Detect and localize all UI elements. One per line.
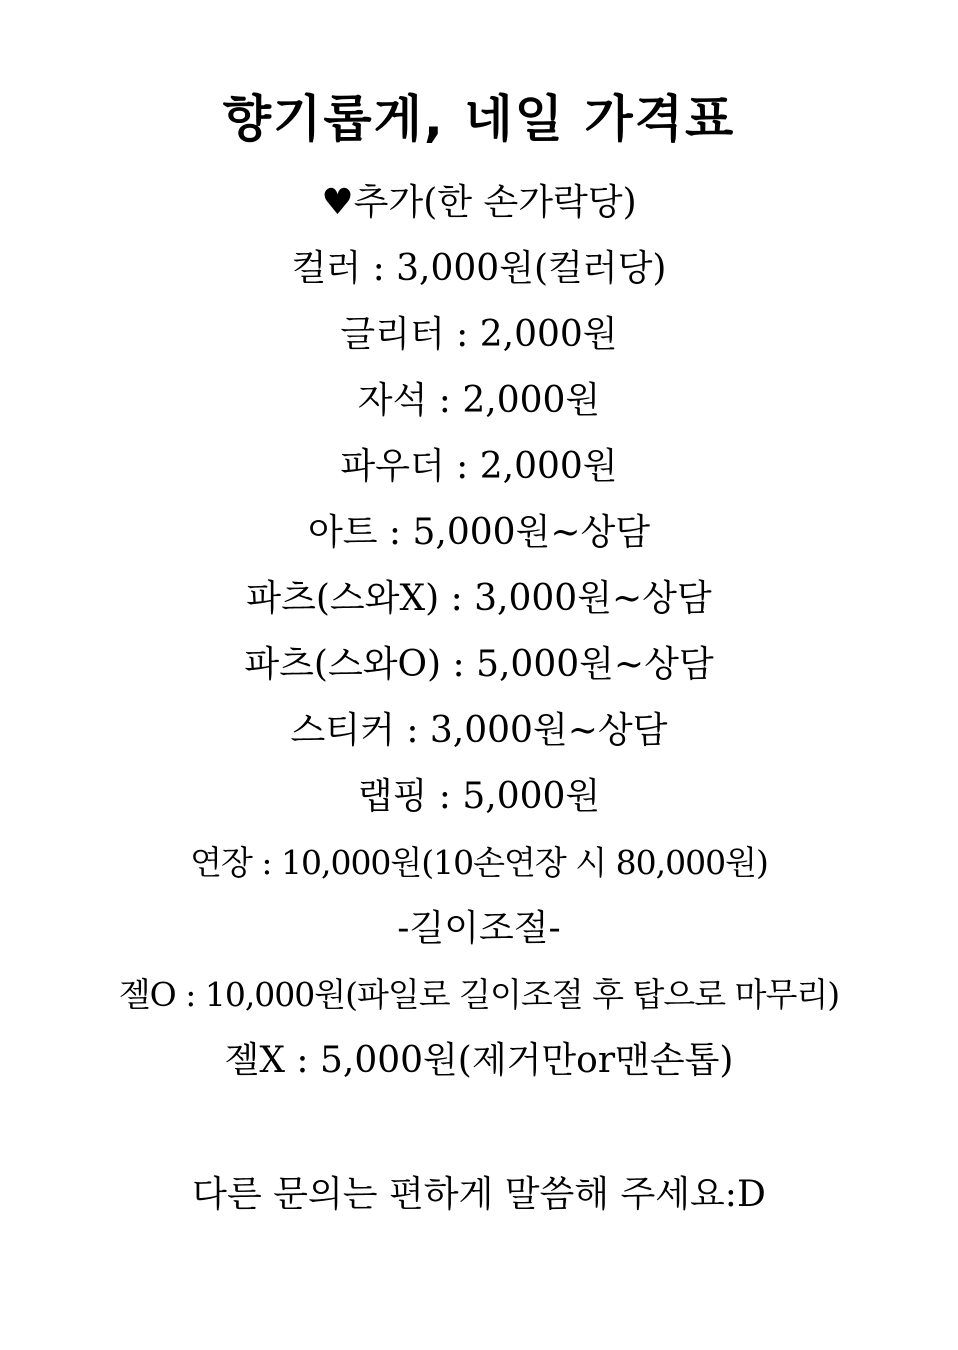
price-item-parts-no-swarovski: 파츠(스와X) : 3,000원~상담 bbox=[246, 578, 712, 619]
price-item-parts-swarovski: 파츠(스와O) : 5,000원~상담 bbox=[244, 644, 714, 685]
price-item-gel-no: 젤X : 5,000원(제거만or맨손톱) bbox=[224, 1040, 734, 1081]
price-item-color: 컬러 : 3,000원(컬러당) bbox=[291, 248, 667, 289]
price-item-sticker: 스티커 : 3,000원~상담 bbox=[290, 710, 668, 751]
closing-note: 다른 문의는 편하게 말씀해 주세요:D bbox=[192, 1174, 766, 1215]
price-item-gel-yes: 젤O : 10,000원(파일로 길이조절 후 탑으로 마무리) bbox=[118, 975, 840, 1014]
price-item-art: 아트 : 5,000원~상담 bbox=[307, 512, 651, 553]
price-item-glitter: 글리터 : 2,000원 bbox=[340, 314, 618, 355]
section-heading-length-adjust: -길이조절- bbox=[397, 908, 561, 949]
price-list bbox=[0, 170, 958, 1094]
price-item-magnet: 자석 : 2,000원 bbox=[357, 380, 601, 421]
page-title: 향기롭게, 네일 가격표 bbox=[222, 90, 736, 148]
section-heading-add-per-finger: ♥추가(한 손가락당) bbox=[321, 182, 637, 223]
price-item-wrapping: 랩핑 : 5,000원 bbox=[357, 776, 601, 817]
price-item-powder: 파우더 : 2,000원 bbox=[340, 446, 618, 487]
price-item-extension: 연장 : 10,000원(10손연장 시 80,000원) bbox=[190, 843, 768, 882]
